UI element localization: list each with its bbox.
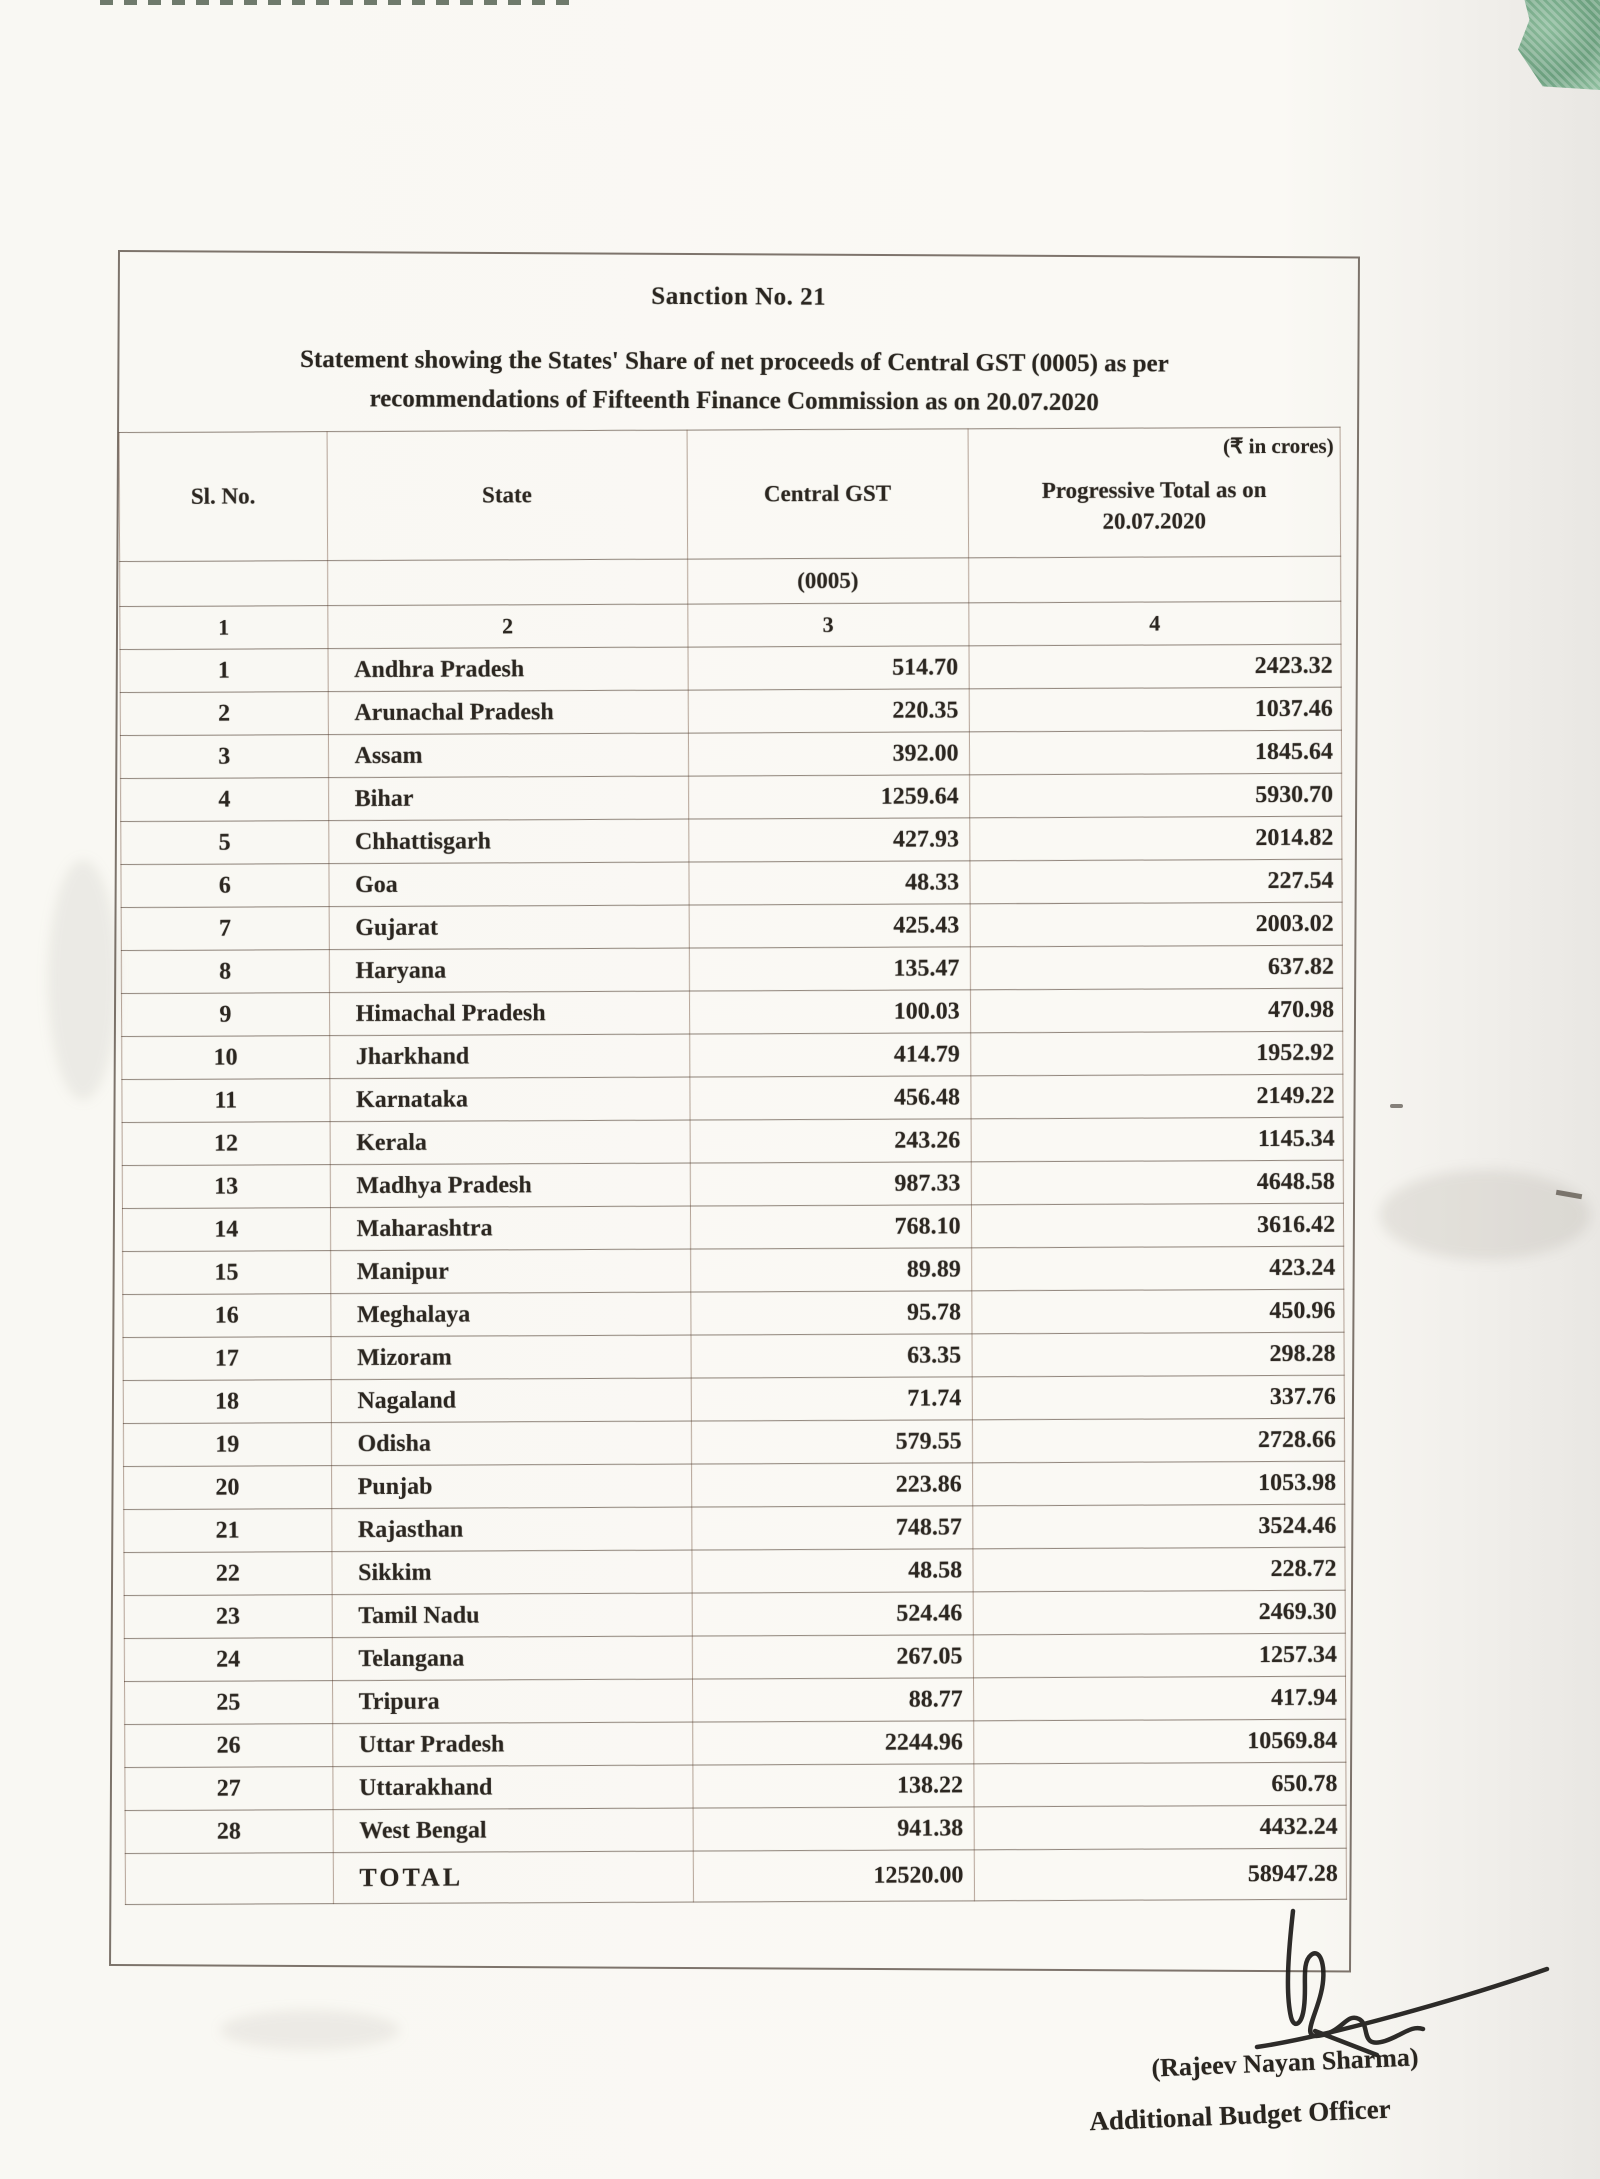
cell-state-name: Uttar Pradesh [332,1722,692,1767]
cell-sl-no: 27 [125,1767,333,1811]
cell-sl-no: 26 [125,1724,333,1768]
subheader-empty-4 [968,556,1341,603]
cell-central-gst: 1259.64 [688,775,969,819]
header-progressive-lines [974,474,1334,538]
cell-sl-no: 16 [123,1294,331,1338]
table-row [120,687,1341,735]
cell-central-gst: 88.77 [692,1678,973,1722]
subheader-gst-code: (0005) [687,558,968,604]
cell-state-name: Tripura [332,1679,692,1724]
cell-central-gst: 524.46 [692,1592,973,1636]
cell-central-gst: 768.10 [690,1205,971,1249]
total-empty-sl [125,1853,333,1905]
cell-sl-no: 10 [122,1036,330,1080]
cell-state-name: Andhra Pradesh [328,647,688,692]
cell-state-name: Uttarakhand [332,1765,692,1810]
cell-progressive-total: 1053.98 [972,1461,1345,1506]
table-row [122,1117,1343,1165]
cell-state-name: Karnataka [329,1077,689,1122]
cell-state-name: Gujarat [329,905,689,950]
cell-progressive-total: 298.28 [972,1332,1345,1377]
cell-progressive-total: 2469.30 [973,1590,1346,1635]
cell-state-name: Maharashtra [330,1206,690,1251]
cell-progressive-total: 1145.34 [971,1117,1344,1162]
cell-sl-no: 18 [123,1380,331,1424]
cell-central-gst: 267.05 [692,1635,973,1679]
table-row [125,1762,1346,1810]
cell-progressive-total: 417.94 [973,1676,1346,1721]
cell-central-gst: 135.47 [689,947,970,991]
cell-state-name: Arunachal Pradesh [328,690,688,735]
header-state: State [327,430,688,561]
cell-progressive-total: 470.98 [970,988,1343,1033]
cell-sl-no: 23 [124,1595,332,1639]
table-row [124,1504,1345,1552]
cell-state-name: West Bengal [333,1808,693,1853]
document-border-box [109,250,1360,1972]
cell-sl-no: 9 [122,993,330,1037]
table-row [122,988,1343,1036]
cell-progressive-total: 2003.02 [970,902,1343,947]
cell-progressive-total: 1845.64 [969,730,1342,775]
cell-central-gst: 941.38 [693,1807,974,1851]
cell-state-name: Rajasthan [331,1507,691,1552]
cell-central-gst: 48.58 [692,1549,973,1593]
statement-title-line-2: recommendations of Fifteenth Finance Commission as on 20.07.2020 [369,385,1099,417]
cell-progressive-total: 423.24 [971,1246,1344,1291]
scan-artifact-dot [1390,1104,1403,1108]
gst-share-table-wrap [119,427,1347,1905]
cell-progressive-total: 2728.66 [972,1418,1345,1463]
cell-progressive-total: 2149.22 [970,1074,1343,1119]
table-row [123,1375,1344,1423]
cell-sl-no: 28 [125,1810,333,1854]
cell-central-gst: 579.55 [691,1420,972,1464]
scan-smudge [48,860,118,1100]
table-row [122,1203,1343,1251]
table-row [121,816,1342,864]
total-label: TOTAL [333,1851,693,1904]
cell-sl-no: 13 [122,1165,330,1209]
header-central-gst: Central GST [687,429,968,559]
cell-state-name: Punjab [331,1464,691,1509]
cell-central-gst: 100.03 [689,990,970,1034]
cell-sl-no: 8 [121,950,329,994]
sanction-number: Sanction No. 21 [651,282,827,311]
cell-sl-no: 17 [123,1337,331,1381]
gst-table-body [119,427,1346,1904]
cell-sl-no: 22 [124,1552,332,1596]
cell-progressive-total: 5930.70 [969,773,1342,818]
table-row [122,1160,1343,1208]
cell-central-gst: 2244.96 [692,1721,973,1765]
cell-state-name: Manipur [330,1249,690,1294]
cell-central-gst: 48.33 [689,861,970,905]
cell-state-name: Haryana [329,948,689,993]
scan-smudge [1380,1170,1590,1260]
cell-central-gst: 392.00 [688,732,969,776]
table-row [123,1332,1344,1380]
cell-state-name: Meghalaya [330,1292,690,1337]
cell-progressive-total: 2014.82 [969,816,1342,861]
scan-smudge [220,2010,400,2050]
header-progressive-total [968,427,1341,558]
table-row [125,1719,1346,1767]
cell-central-gst: 63.35 [691,1334,972,1378]
cell-sl-no: 19 [123,1423,331,1467]
table-row [122,1074,1343,1122]
table-row [123,1418,1344,1466]
table-header-row [119,427,1341,561]
currency-note: (₹ in crores) [1223,433,1334,459]
cell-central-gst: 425.43 [689,904,970,948]
table-row [124,1590,1345,1638]
cell-sl-no: 4 [121,778,329,822]
cell-state-name: Mizoram [331,1335,691,1380]
cell-state-name: Himachal Pradesh [329,991,689,1036]
cell-state-name: Odisha [331,1421,691,1466]
cell-sl-no: 2 [120,692,328,736]
cell-progressive-total: 2423.32 [969,644,1342,689]
cell-progressive-total: 10569.84 [973,1719,1346,1764]
table-row [125,1676,1346,1724]
header-sl-no: Sl. No. [119,432,327,562]
table-row [121,902,1342,950]
column-number-2: 2 [327,604,687,649]
cell-sl-no: 11 [122,1079,330,1123]
table-row [123,1246,1344,1294]
cell-sl-no: 21 [124,1509,332,1553]
table-row [120,730,1341,778]
cell-central-gst: 748.57 [692,1506,973,1550]
table-row [125,1805,1346,1853]
table-row [122,1031,1343,1079]
subheader-empty-2 [327,559,687,606]
cell-progressive-total: 337.76 [972,1375,1345,1420]
cell-central-gst: 514.70 [688,646,969,690]
column-number-3: 3 [688,603,969,647]
cell-sl-no: 15 [123,1251,331,1295]
cell-state-name: Jharkhand [329,1034,689,1079]
cell-progressive-total: 1037.46 [969,687,1342,732]
cell-state-name: Telangana [332,1636,692,1681]
cell-central-gst: 95.78 [691,1291,972,1335]
cell-central-gst: 243.26 [690,1119,971,1163]
table-row [120,644,1341,692]
cell-state-name: Goa [329,862,689,907]
cell-progressive-total: 450.96 [971,1289,1344,1334]
column-number-4: 4 [968,601,1341,646]
column-number-row [120,601,1341,649]
total-progressive: 58947.28 [974,1848,1347,1901]
subheader-empty-1 [120,561,328,607]
cell-state-name: Tamil Nadu [332,1593,692,1638]
cell-central-gst: 220.35 [688,689,969,733]
cell-progressive-total: 4648.58 [971,1160,1344,1205]
signer-name: (Rajeev Nayan Sharma) [1150,2042,1420,2083]
cell-sl-no: 3 [120,735,328,779]
table-row [123,1289,1344,1337]
table-row [124,1547,1345,1595]
table-row [124,1461,1345,1509]
cell-central-gst: 456.48 [690,1076,971,1120]
cell-sl-no: 7 [121,907,329,951]
cell-progressive-total: 3616.42 [971,1203,1344,1248]
cell-progressive-total: 228.72 [973,1547,1346,1592]
table-row [121,859,1342,907]
cell-state-name: Kerala [330,1120,690,1165]
cell-central-gst: 71.74 [691,1377,972,1421]
table-row [121,773,1342,821]
cell-progressive-total: 3524.46 [972,1504,1345,1549]
cell-progressive-total: 4432.24 [974,1805,1347,1850]
cell-sl-no: 5 [121,821,329,865]
gst-share-table [119,427,1347,1905]
cell-progressive-total: 227.54 [970,859,1343,904]
cell-state-name: Chhattisgarh [328,819,688,864]
cell-sl-no: 14 [122,1208,330,1252]
green-stamp-mark [1518,0,1600,90]
scan-artifact-dotted-line [100,0,580,5]
header-progressive-line-2: 20.07.2020 [1102,508,1207,534]
cell-central-gst: 414.79 [689,1033,970,1077]
cell-central-gst: 223.86 [691,1463,972,1507]
cell-progressive-total: 1952.92 [970,1031,1343,1076]
cell-state-name: Assam [328,733,688,778]
table-row [124,1633,1345,1681]
cell-state-name: Madhya Pradesh [330,1163,690,1208]
cell-state-name: Bihar [328,776,688,821]
total-central-gst: 12520.00 [693,1850,974,1902]
cell-state-name: Nagaland [331,1378,691,1423]
signer-designation: Additional Budget Officer [1088,2093,1392,2137]
cell-sl-no: 20 [124,1466,332,1510]
cell-progressive-total: 637.82 [970,945,1343,990]
cell-sl-no: 6 [121,864,329,908]
statement-title-line-1: Statement showing the States' Share of net proceeds of Central GST (0005) as per [299,345,1169,378]
table-total-row [125,1848,1346,1904]
cell-sl-no: 24 [124,1638,332,1682]
cell-central-gst: 138.22 [693,1764,974,1808]
cell-state-name: Sikkim [332,1550,692,1595]
column-number-1: 1 [120,606,328,650]
table-subheader-row [120,556,1341,606]
cell-sl-no: 12 [122,1122,330,1166]
cell-central-gst: 89.89 [690,1248,971,1292]
cell-central-gst: 427.93 [689,818,970,862]
cell-progressive-total: 1257.34 [973,1633,1346,1678]
cell-sl-no: 25 [125,1681,333,1725]
cell-central-gst: 987.33 [690,1162,971,1206]
cell-sl-no: 1 [120,649,328,693]
table-row [121,945,1342,993]
cell-progressive-total: 650.78 [973,1762,1346,1807]
header-progressive-line-1: Progressive Total as on [1041,476,1267,503]
